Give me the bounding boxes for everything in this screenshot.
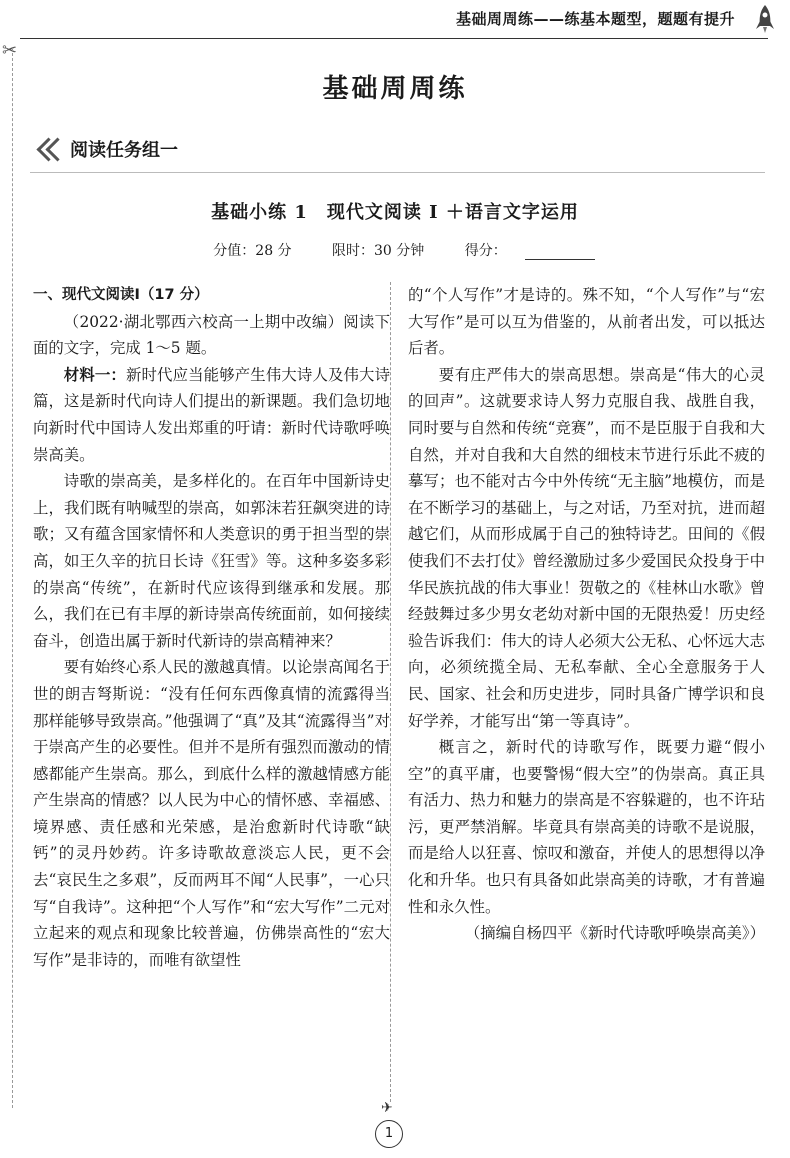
left-column xyxy=(33,282,390,973)
score-label: 分值：28 分 xyxy=(213,243,292,259)
paragraph: 诗歌的崇高美，是多样化的。在百年中国新诗史上，我们既有呐喊型的崇高，如郭沫若狂飙突进的诗歌；又有蕴含国家情怀和人类意识的勇于担当型的崇高，如王久辛的抗日长诗《狂雪》等。这种多姿多彩的崇高“传统”，在新时代应该得到继承和发展。那么，我们在已有丰厚的新诗崇高传统面前，如何接续奋斗，创造出属于新时代新诗的崇高精神来？ xyxy=(33,472,390,650)
paragraph: 要有始终心系人民的激越真情。以论崇高闻名于世的朗吉弩斯说：“没有任何东西像真情的流露得当那样能够导致崇高。”他强调了“真”及其“流露得当”对于崇高产生的必要性。但并不是所有强烈而激动的情感都能产生崇高。那么，到底什么样的激越情感方能产生崇高的情感？以人民为中心的情怀感、幸福感、境界感、责任感和光荣感，是治愈新时代诗歌“缺钙”的灵丹妙药。许多诗歌故意淡忘人民，更不会去“哀民生之多艰”，反而两耳不闻“人民事”，一心只写“自我诗”。这种把“个人写作”和“宏大写作”二元对立起来的观点和现象比较普遍，仿佛崇高性的“宏大写作”是非诗的，而唯有欲望性 xyxy=(33,658,390,969)
exercise-title: 基础小练 1 现代文阅读 Ⅰ ＋语言文字运用 xyxy=(211,202,579,223)
section-heading xyxy=(30,134,178,164)
time-label: 限时：30 分钟 xyxy=(332,243,425,259)
paragraph: （2022·湖北鄂西六校高一上期中改编）阅读下面的文字，完成 1～5 题。 xyxy=(33,312,390,358)
paragraph-continued: 的“个人写作”才是诗的。殊不知，“个人写作”与“宏大写作”是可以互为借鉴的，从前者出发，可以抵达后者。 xyxy=(408,286,765,358)
material-label: 材料一： xyxy=(63,365,126,384)
section-label: 阅读任务组一 xyxy=(70,140,178,161)
paragraph: 概言之，新时代的诗歌写作，既要力避“假小空”的真平庸，也要警惕“假大空”的伪崇高。真正具有活力、热力和魅力的崇高是不容躲避的，也不许玷污，更严禁消解。毕竟具有崇高美的诗歌不是说服，而是给人以狂喜、惊叹和激奋，并使人的思想得以净化和升华。也只有具备如此崇高美的诗歌，才有普遍性和永久性。 xyxy=(408,738,765,916)
header-rule xyxy=(20,38,768,39)
result-blank[interactable] xyxy=(525,245,595,260)
scissors-icon: ✂ xyxy=(2,40,18,61)
page-title: 基础周周练 xyxy=(322,74,468,104)
section-rule xyxy=(30,172,765,173)
page-header xyxy=(0,0,790,40)
source-citation: （摘编自杨四平《新时代诗歌呼唤崇高美》） xyxy=(464,924,765,943)
right-column xyxy=(408,282,765,947)
rocket-icon xyxy=(754,4,776,34)
header-slogan: 基础周周练——练基本题型，题题有提升 xyxy=(455,10,735,28)
question-heading: 一、现代文阅读Ⅰ（17 分） xyxy=(33,287,209,303)
material-text: 新时代应当能够产生伟大诗人及伟大诗篇，这是新时代向诗人们提出的新课题。我们急切地向新时代中国诗人发出郑重的吁请：新时代诗歌呼唤崇高美。 xyxy=(33,365,390,464)
column-divider xyxy=(390,282,391,1102)
material-paragraph xyxy=(33,362,390,468)
paragraph: 要有庄严伟大的崇高思想。崇高是“伟大的心灵的回声”。这就要求诗人努力克服自我、战胜自我，同时要与自然和传统“竞赛”，而不是臣服于自我和大自然，并对自我和大自然的细枝末节进行乐此不疲的摹写；也不能对古今中外传统“无主脑”地模仿，而是在不断学习的基础上，与之对话，乃至对抗，进而超越它们，从而形成属于自己的独特诗艺。田间的《假使我们不去打仗》曾经激励过多少爱国民众投身于中华民族抗战的伟大事业！贺敬之的《桂林山水歌》曾经鼓舞过多少男女老幼对新中国的无限热爱！历史经验告诉我们：伟大的诗人必须大公无私、心怀远大志向，必须统揽全局、无私奉献、全心全意服务于人民、国家、社会和历史进步，同时具备广博学识和良好学养，才能写出“第一等真诗”。 xyxy=(408,365,765,730)
exercise-meta xyxy=(0,240,790,260)
result-label: 得分： xyxy=(464,243,507,259)
page-number: 1 xyxy=(375,1120,403,1148)
double-chevron-icon xyxy=(30,138,64,160)
plane-icon: ✈ xyxy=(381,1100,393,1116)
